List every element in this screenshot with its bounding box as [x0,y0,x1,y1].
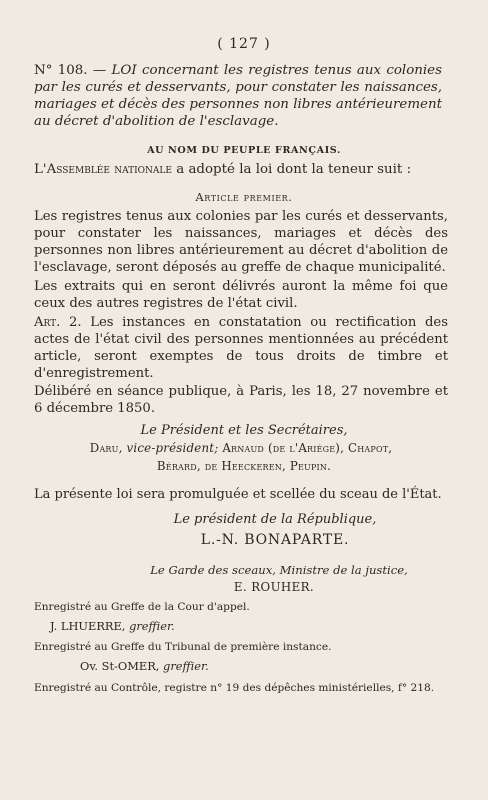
law-title [0,62,488,130]
garde-sceaux-name: E. ROUHER. [233,580,315,594]
promulgation-line: La présente loi sera promulguée et scellée du sceau de l'État. [34,487,442,502]
page-number: ( 127 ) [217,36,271,52]
article-premier-heading: Article premier. [195,191,293,204]
article-2 [0,314,488,382]
law-number: N° 108. — [34,63,107,78]
article-2-label: Art. 2. [34,315,82,330]
registration-signer-1 [0,619,488,633]
registration-cour-appel: Enregistré au Greffe de la Cour d'appel. [34,601,250,613]
law-title-text: LOI concernant les registres tenus aux colonies par les curés et desservants, pour constater les naissances, mariages et décès des personnes non libres antérieurement au décret d'abolition de l'esclavage. [34,63,442,129]
registration-tribunal: Enregistré au Greffe du Tribunal de première instance. [34,641,332,653]
president-republic-heading: Le président de la République, [173,512,377,527]
signatories-rest: Arnaud (de l'Ariége), Chapot, [222,441,393,455]
paragraph-2: Les extraits qui en seront délivrés auront la même foi que ceux des autres registres de l'état civil. [34,279,448,311]
paragraph-1: Les registres tenus aux colonies par les curés et desservants, pour constater les naissances, mariages et décès des personnes non libres antérieurement au décret d'abolition de l'esclavage, seront déposés au greffe de chaque municipalité. [34,209,448,275]
deliberation-paragraph: Délibéré en séance publique, à Paris, les 18, 27 novembre et 6 décembre 1850. [34,384,448,416]
signatory-role: vice-président; [126,441,219,455]
signer-1-name: J. LHUERRE, [50,619,126,633]
signer-1-role: greffier. [129,619,175,633]
signatories-line-2: Bérard, de Heeckeren, Peupin. [156,459,332,473]
article-2-text: Les instances en constatation ou rectification des actes de l'état civil des personnes mentionnées au précédent article, seront exemptes de tous droits de timbre et d'enregistrement. [34,315,448,381]
assembly-name: L'Assemblée nationale [34,162,172,177]
adoption-line [0,162,488,177]
registration-signer-2 [0,659,488,673]
au-nom-heading: AU NOM DU PEUPLE FRANÇAIS. [147,145,341,156]
presidency-heading: Le Président et les Secrétaires, [140,423,348,438]
signer-2-name: Ov. St-OMER, [80,659,160,673]
garde-sceaux-heading: Le Garde des sceaux, Ministre de la justice, [150,563,408,577]
signatories-line-1 [0,441,488,455]
registration-controle: Enregistré au Contrôle, registre n° 19 des dépêches ministérielles, f° 218. [34,682,435,694]
signer-2-role: greffier. [163,659,209,673]
adoption-text: a adopté la loi dont la teneur suit : [176,162,412,177]
signatory-daru: Daru, [89,441,123,455]
president-name: L.-N. BONAPARTE. [200,532,350,548]
